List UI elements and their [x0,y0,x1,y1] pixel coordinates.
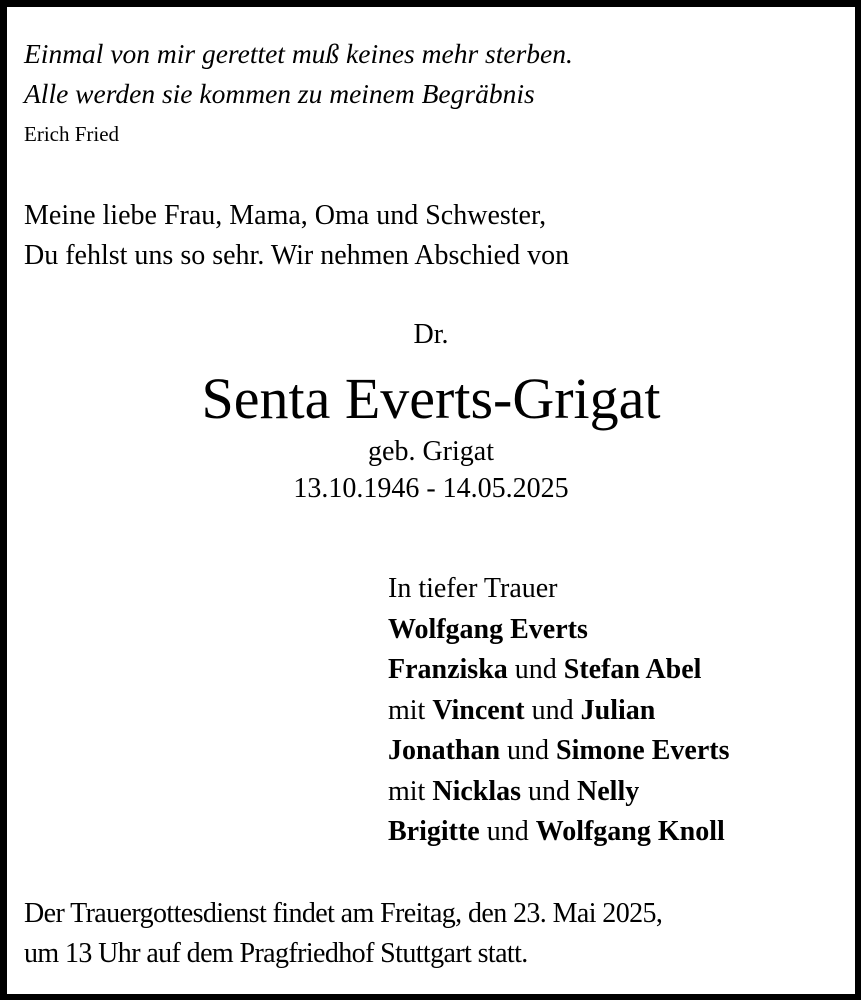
service-line-1: Der Trauergottesdienst findet am Freitag, den 23. Mai 2025, [24,898,663,929]
mourner-name: Stefan Abel [563,654,702,685]
connector-text: und [507,654,564,685]
mourner-name: Brigitte [388,816,480,847]
deceased-title: Dr. [413,319,449,350]
connector-text: und [500,735,557,766]
mourner-name: Franziska [388,654,508,685]
intro-line-2: Du fehlst uns so sehr. Wir nehmen Abschied von [24,240,570,271]
connector-text: und [524,694,581,726]
mourner-name: Jonathan [388,735,501,766]
mourner-name: Nelly [577,775,640,807]
mourner-line [388,610,729,651]
deceased-name: Senta Everts-Grigat [201,366,661,431]
mourners-list [388,610,729,853]
mourner-name: Julian [580,694,656,726]
mourner-line [388,650,729,691]
connector-text: und [479,816,536,847]
quote-line-2: Alle werden sie kommen zu meinem Begräbnis [24,78,535,109]
mourner-name: Simone Everts [556,735,730,766]
mourner-name: Wolfgang Knoll [535,816,725,847]
mourner-line [388,731,729,772]
service-line-2: um 13 Uhr auf dem Pragfriedhof Stuttgart statt. [24,938,528,969]
connector-text: mit [388,694,433,726]
deceased-birth-name: geb. Grigat [368,436,494,467]
mourner-name: Nicklas [432,775,522,807]
mourner-line [388,812,729,853]
obituary-notice [7,7,855,994]
mourners-block [388,569,729,853]
quote-line-1: Einmal von mir gerettet muß keines mehr sterben. [24,38,573,69]
deceased-dates: 13.10.1946 - 14.05.2025 [293,473,569,504]
mourner-name: Wolfgang Everts [388,613,588,645]
connector-text: und [521,775,578,807]
mourner-line [388,772,729,813]
intro-line-1: Meine liebe Frau, Mama, Oma und Schwester, [24,200,547,231]
mourner-line [388,691,729,732]
mourner-name: Vincent [432,694,525,726]
quote-author: Erich Fried [24,122,120,146]
mourners-heading: In tiefer Trauer [388,573,558,604]
connector-text: mit [388,775,433,807]
